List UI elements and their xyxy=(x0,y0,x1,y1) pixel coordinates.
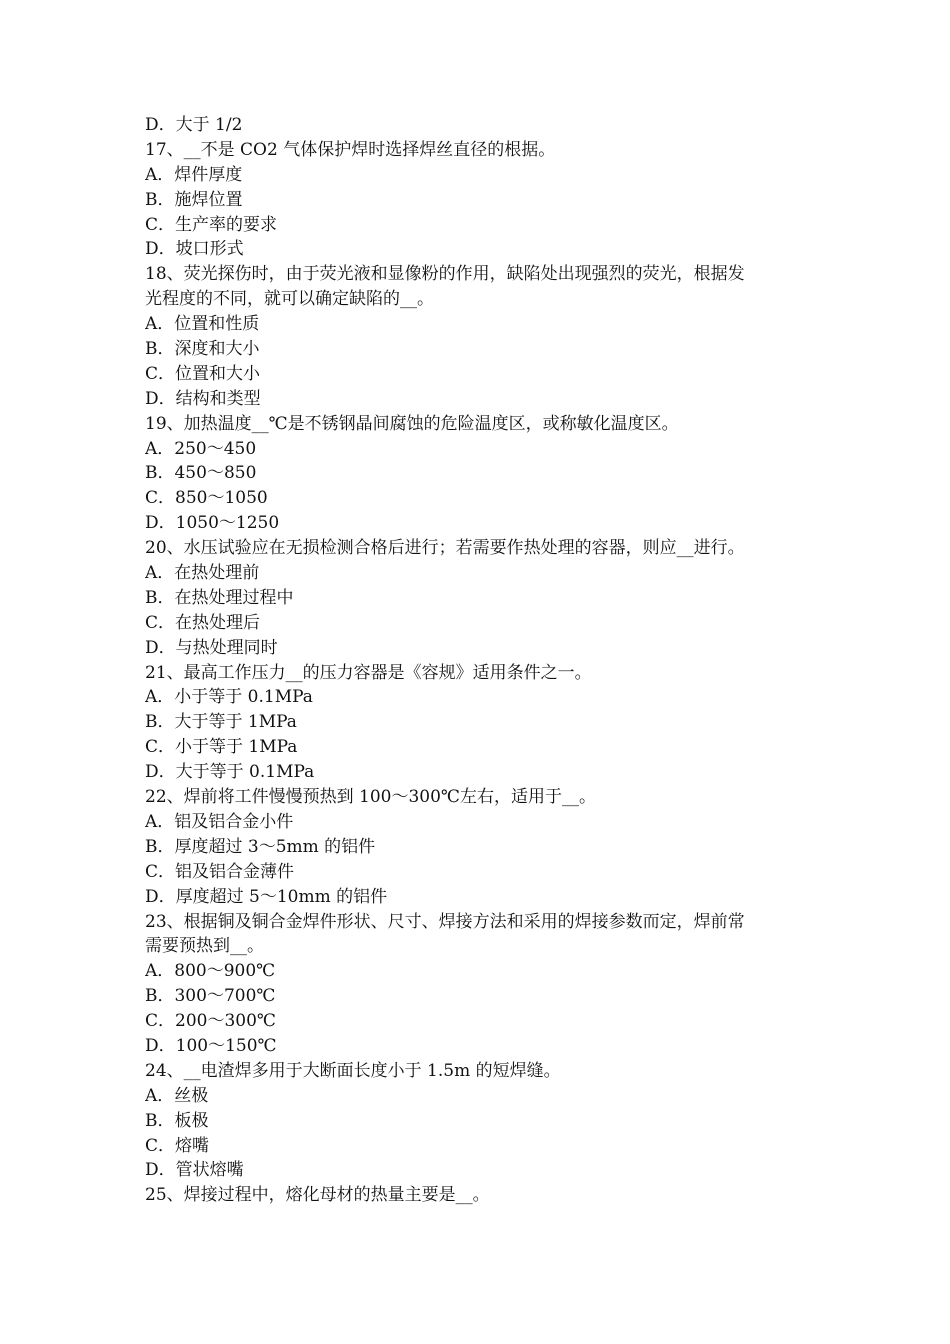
text-line: A．800～900℃ xyxy=(145,961,276,982)
text-line: 光程度的不同，就可以确定缺陷的__。 xyxy=(145,289,434,310)
text-line: A．位置和性质 xyxy=(145,314,260,335)
text-line: D．100～150℃ xyxy=(145,1035,277,1056)
text-line: 19、加热温度__℃是不锈钢晶间腐蚀的危险温度区，或称敏化温度区。 xyxy=(145,413,679,434)
text-line: D．厚度超过 5～10mm 的铝件 xyxy=(145,886,388,907)
text-line: 需要预热到__。 xyxy=(145,936,264,957)
text-line: 20、水压试验应在无损检测合格后进行；若需要作热处理的容器，则应__进行。 xyxy=(145,538,745,559)
text-line: A．铝及铝合金小件 xyxy=(145,811,294,832)
text-line: D．结构和类型 xyxy=(145,388,261,409)
text-line: 21、最高工作压力__的压力容器是《容规》适用条件之一。 xyxy=(145,662,592,683)
text-line: C．生产率的要求 xyxy=(145,214,278,235)
text-line: 25、焊接过程中，熔化母材的热量主要是__。 xyxy=(145,1185,490,1206)
text-line: D．与热处理同时 xyxy=(145,637,278,658)
text-line: 18、荧光探伤时，由于荧光液和显像粉的作用，缺陷处出现强烈的荧光，根据发 xyxy=(145,264,745,285)
text-line: A．250～450 xyxy=(145,438,257,459)
text-line: B．厚度超过 3～5mm 的铝件 xyxy=(145,836,376,857)
text-line: 23、根据铜及铜合金焊件形状、尺寸、焊接方法和采用的焊接参数而定，焊前常 xyxy=(145,911,745,932)
text-line: C．200～300℃ xyxy=(145,1011,276,1032)
text-line: D．大于 1/2 xyxy=(145,115,243,135)
text-line: C．850～1050 xyxy=(145,488,268,509)
text-line: B．在热处理过程中 xyxy=(145,587,294,608)
text-line: C．熔嘴 xyxy=(145,1135,210,1156)
text-line: B．深度和大小 xyxy=(145,339,260,360)
text-line: A．焊件厚度 xyxy=(145,164,243,185)
text-line: B．施焊位置 xyxy=(145,189,243,210)
text-line: C．小于等于 1MPa xyxy=(145,737,298,758)
text-line: D．1050～1250 xyxy=(145,513,280,534)
text-line: 22、焊前将工件慢慢预热到 100～300℃左右，适用于__。 xyxy=(145,787,596,808)
text-line: D．大于等于 0.1MPa xyxy=(145,762,315,783)
text-line: C．位置和大小 xyxy=(145,363,261,384)
text-line: D．管状熔嘴 xyxy=(145,1160,244,1181)
document-body xyxy=(145,113,825,1208)
text-line: B．板极 xyxy=(145,1110,209,1131)
text-line: 17、__不是 CO2 气体保护焊时选择焊丝直径的根据。 xyxy=(145,139,556,160)
text-line: A．在热处理前 xyxy=(145,563,260,584)
text-line: C．铝及铝合金薄件 xyxy=(145,861,295,882)
text-line: B．大于等于 1MPa xyxy=(145,712,297,733)
text-line: A．小于等于 0.1MPa xyxy=(145,687,313,708)
text-line: 24、__电渣焊多用于大断面长度小于 1.5m 的短焊缝。 xyxy=(145,1060,561,1081)
text-line: D．坡口形式 xyxy=(145,239,244,260)
text-line: A．丝极 xyxy=(145,1085,209,1106)
text-line: B．450～850 xyxy=(145,463,257,484)
text-line: C．在热处理后 xyxy=(145,612,261,633)
text-line: B．300～700℃ xyxy=(145,986,276,1007)
